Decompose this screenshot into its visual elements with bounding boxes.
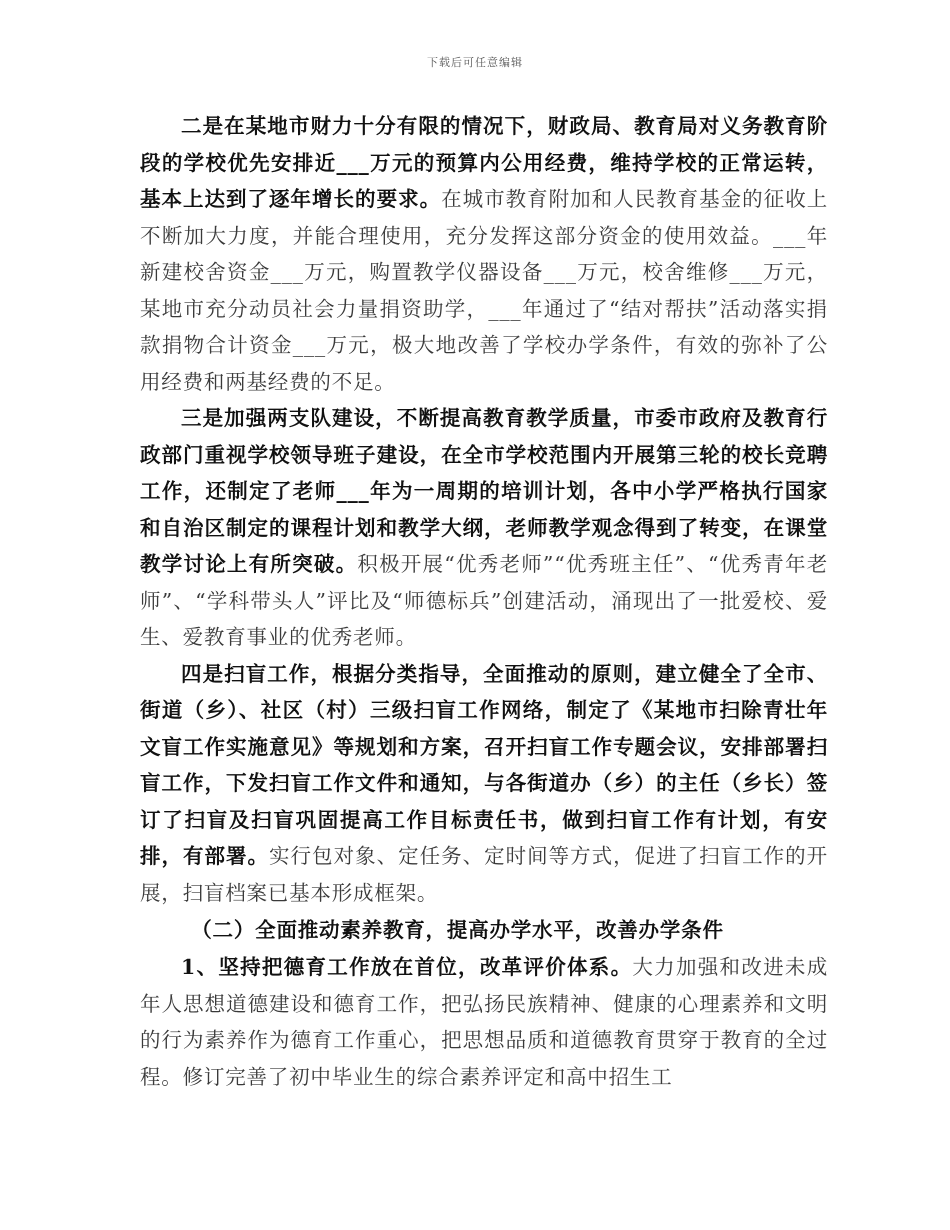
paragraph-lead-bold: 三是加强两支队建设，不断提高教育教学质量，市委市政府及教育行政部门重视学校领导班子建设，在全市学校范围内开展第三轮的校长竞聘工作，还制定了老师___年为一周期的培训计划，各中小学严格执行国家和自治区制定的课程计划和教学大纲，老师教学观念得到了转变，在课堂教学讨论上有所突破。 xyxy=(140,406,828,576)
paragraph-body-text: 大力加强和改进未成年人思想道德建设和德育工作，把弘扬民族精神、健康的心理素养和文明的行为素养作为德育工作重心，把思想品质和道德教育贯穿于教育的全过程。修订完善了初中毕业生的综合素养评定和高中招生工 xyxy=(140,955,829,1089)
paragraph-moral-education xyxy=(140,949,828,1095)
paragraph-literacy-work xyxy=(140,656,828,912)
paragraph-lead-bold: 四是扫盲工作，根据分类指导，全面推动的原则，建立健全了全市、街道（乡）、社区（村）三级扫盲工作网络，制定了《某地市扫除青壮年文盲工作实施意见》等规划和方案，召开扫盲工作专题会议，安排部署扫盲工作，下发扫盲工作文件和通知，与各街道办（乡）的主任（乡长）签订了扫盲及扫盲巩固提高工作目标责任书，做到扫盲工作有计划，有安排，有部署。 xyxy=(140,661,828,868)
document-body xyxy=(140,108,828,1095)
paragraph-budget-funding xyxy=(140,108,828,400)
paragraph-lead-bold: 1、坚持把德育工作放在首位，改革评价体系。 xyxy=(181,955,633,979)
page-header: 下载后可任意编辑 xyxy=(427,56,523,69)
paragraph-lead-bold: 二是在某地市财力十分有限的情况下，财政局、教育局对义务教育阶段的学校优先安排近___万元的预算内公用经费，维持学校的正常运转，基本上达到了逐年增长的要求。 xyxy=(140,114,828,211)
paragraph-body-text: 在城市教育附加和人民教育基金的征收上不断加大力度，并能合理使用，充分发挥这部分资金的使用效益。___年新建校舍资金___万元，购置教学仪器设备___万元，校舍维修___万元，某地市充分动员社会力量捐资助学，___年通过了“结对帮扶”活动落实捐款捐物合计资金___万元，极大地改善了学校办学条件，有效的弥补了公用经费和两基经费的不足。 xyxy=(140,187,828,394)
paragraph-body-text: 积极开展“优秀老师”“优秀班主任”、“优秀青年老师”、“学科带头人”评比及“师德标兵”创建活动，涌现出了一批爱校、爱生、爱教育事业的优秀老师。 xyxy=(140,552,828,649)
paragraph-teacher-team xyxy=(140,400,828,656)
paragraph-body-text: 实行包对象、定任务、定时间等方式，促进了扫盲工作的开展，扫盲档案已基本形成框架。 xyxy=(140,844,828,905)
section-heading: （二）全面推动素养教育，提高办学水平，改善办学条件 xyxy=(191,918,724,942)
